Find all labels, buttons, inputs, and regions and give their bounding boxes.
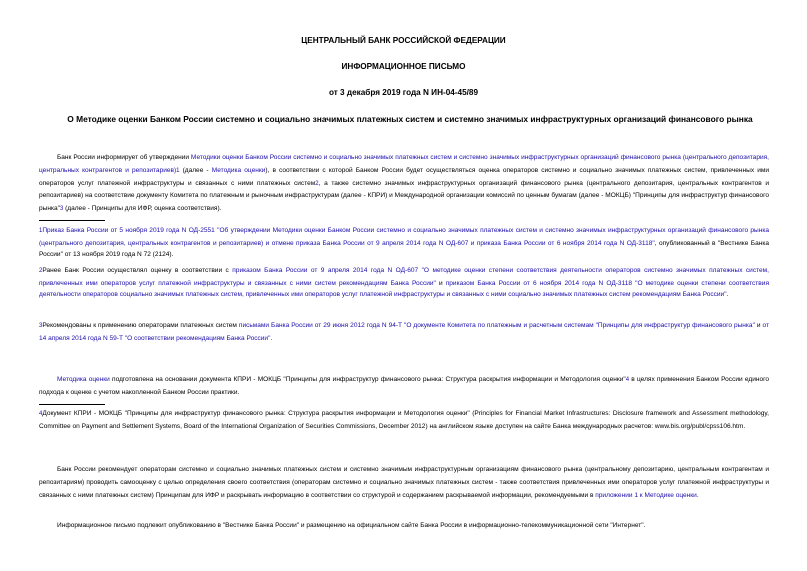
p3-text-2: . [696,491,699,499]
p1-text-2: (далее - [179,166,212,174]
footnote-3-marker: 3 [39,323,43,329]
p3-text-1: Банк России рекомендует операторам системно и социально значимых платежных систем и системно значимым инфраструктурным организациям финансового рынка (центральному депозитарию, центральным контрагентам и репозитариям) проводить самооценку с целью определения своего соответствия (операторам системно и социально значимых платежных систем - также соответствия привлеченных ими операторов услуг платежной инфраструктуры и связанных с ними платежных систем) Принципам для ИФР и раскрывать информацию в соответствии со структурой и содержанием раскрываемой информации, рекомендуемыми в [39,466,769,499]
p1-text-4: , а также системно значимых инфраструктурных организаций финансового рынка (центрального депозитария, центральных контрагентов и репозитариев) на соответствие документу Комитета по платежным и рыночным инфраструктурам (далее - КПРИ) и Международной организации комиссий по ценным бумагам (далее - МОКЦБ) "Принципы для инфраструктур финансового рынка" [39,179,769,213]
footnote-ref-1[interactable]: 1 [176,167,180,174]
footnote-2-marker: 2 [39,268,43,274]
footnote-3 [39,320,769,344]
methodology-link-2[interactable]: Методика оценки [57,376,110,383]
p2-text-2: в целях применения Банком России единого подхода к оценке с учетом накопленной Банком России практики. [39,376,769,396]
footnote-3-text-1: Рекомендованы к применению операторами платежных систем [42,322,239,329]
issuer-heading: ЦЕНТРАЛЬНЫЙ БАНК РОССИЙСКОЙ ФЕДЕРАЦИИ [301,36,506,45]
order-od-607-link[interactable]: приказом Банка России от 9 апреля 2014 года N ОД-607 "О методике оценки степени соответствия деятельности операторов системно значимых платежных систем, привлеченных ими операторов услуг платежной инфраструктуры и связанных с ними систем рекомендациям Банка России" [39,267,769,287]
footnote-3-text-3: . [270,334,273,342]
footnote-2-text-2: и [435,279,446,287]
footnote-1-text: , опубликованный в "Вестнике Банка России" от 13 ноября 2019 года N 72 (2124). [39,239,770,259]
footnote-ref-4[interactable]: 4 [625,377,630,383]
footnote-2-text-1: Ранее Банк России осуществлял оценку в соответствии с [42,267,233,274]
footnote-2 [39,265,769,301]
p1-text-1: Банк России информирует об утверждении [57,154,191,161]
order-od-2551-link[interactable]: Приказ Банка России от 5 ноября 2019 года N ОД-2551 "Об утверждении Методики оценки Банком России системно и социально значимых платежных систем и системно значимых инфраструктурных организаций финансового рынка (центрального депозитария, центральных контрагентов и репозитариев) и отмене приказа Банка России от 9 апреля 2014 года N ОД-607 и приказа Банка России от 6 ноября 2014 года N ОД-3118" [39,227,769,247]
footnote-4 [39,408,769,432]
document-date-number: от 3 декабря 2019 года N ИН-04-45/89 [328,88,479,97]
letter-94-t-link[interactable]: письмами Банка России от 29 июня 2012 года N 94-Т "О документе Комитета по платежным и расчетным системам "Принципы для инфраструктур финансового рынка" [238,322,755,329]
footnote-1 [39,225,769,261]
paragraph-4 [39,520,769,533]
document-type-heading: ИНФОРМАЦИОННОЕ ПИСЬМО [341,62,466,71]
footnote-separator [39,220,105,221]
p1-text-3: ), в соответствии с которой Банком России будет осуществляться оценка операторов системно и социально значимых платежных систем, привлеченных ими операторов услуг платежной инфраструктуры и связанных с ними платежных систем [39,166,770,187]
methodology-link[interactable]: Методики оценки Банком России системно и социально значимых платежных систем и системно значимых инфраструктурных организаций финансового рынка (центрального депозитария, центральных контрагентов и репозитариев) [39,154,769,174]
order-od-3118-link[interactable]: приказом Банка России от 6 ноября 2014 года N ОД-3118 "О методике оценки степени соответствия деятельности операторов социально значимых платежных систем, привлеченных ими операторов услуг платежной инфраструктуры и связанных с ними социально значимых платежных систем рекомендациям Банка России" [39,279,769,299]
methodology-short-link[interactable]: Методика оценки [211,166,266,174]
document-title: О Методике оценки Банком России системно и социально значимых платежных систем и системно значимых инфраструктурных организаций финансового рынка [67,114,753,124]
paragraph-2 [39,374,769,400]
p2-text-1: подготовлена на основании документа КПРИ - МОКЦБ "Принципы для инфраструктур финансового рынка: Структура раскрытия информации и Методология оценки" [109,376,626,383]
footnote-4-marker: 4 [39,411,43,417]
p1-text-5: (далее - Принципы для ИФР, оценка соответствия). [63,205,222,213]
footnote-ref-3[interactable]: 3 [59,206,64,213]
footnote-1-marker: 1 [39,228,43,234]
letter-59-t-link[interactable]: от 14 апреля 2014 года N 59-Т "О соответствии рекомендациям Банка России" [39,322,769,342]
footnote-separator-2 [39,404,105,405]
footnote-3-text-2: и [754,322,763,329]
paragraph-3 [39,464,769,502]
appendix-1-link[interactable]: приложении 1 к Методике оценки [595,491,697,499]
footnote-4-text: Документ КПРИ - МОКЦБ "Принципы для инфраструктур финансового рынка: Структура раскрытия информации и Методология оценки" (Principles for Financial Market Infrastructures: Disclosure framework and Assessment methodology, Committee on Payment and Settlement Systems, Board of the International Organization of Securities Commissions, December 2012) на английском языке доступен на сайте Банка международных расчетов: www.bis.org/publ/cpss106.htm. [39,410,769,430]
p4-text: Информационное письмо подлежит опубликованию в "Вестнике Банка России" и размещению на официальном сайте Банка России в информационно-телекоммуникационной сети "Интернет". [57,522,646,529]
paragraph-1 [39,152,769,216]
footnote-2-text-3: . [726,291,729,299]
footnote-ref-2[interactable]: 2 [315,180,319,187]
